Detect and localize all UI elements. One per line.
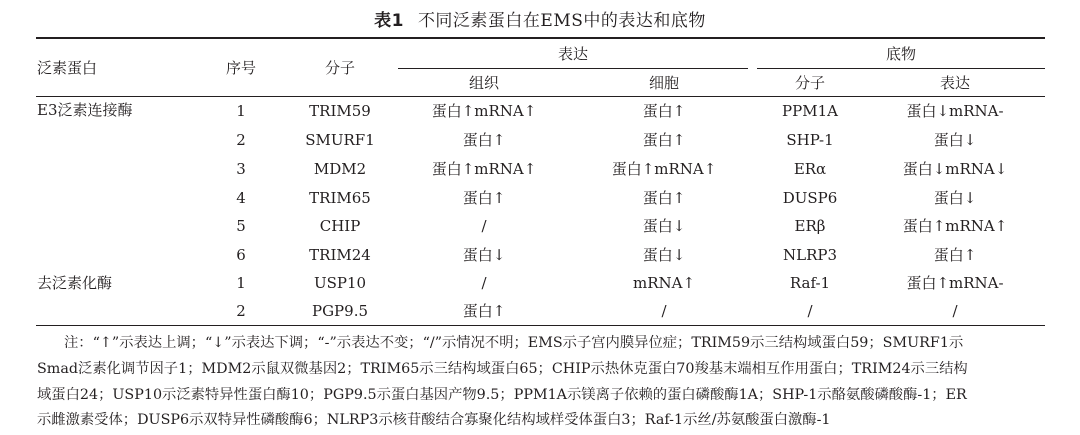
header-bottom-rule [36,96,1045,97]
row-sub-molecule: Raf-1 [789,274,831,292]
row-index: 5 [236,217,246,235]
table-caption: 不同泛素蛋白在EMS中的表达和底物 [417,11,706,31]
row-sub-expression: 蛋白↑ [933,246,977,264]
row-cell: 蛋白↑ [642,131,686,149]
row-sub-molecule: ERβ [794,217,826,235]
row-cell: mRNA↑ [632,274,696,292]
note-line: 域蛋白24；USP10示泛素特异性蛋白酶10；PGP9.5示蛋白基因产物9.5；PPM1A示镁离子依赖的蛋白磷酸酶1A；SHP-1示酪氨酸磷酸酶-1；ER [37,387,967,403]
row-tissue: 蛋白↑ [462,302,506,320]
row-molecule: TRIM24 [309,246,371,264]
row-sub-molecule: DUSP6 [782,189,838,207]
row-sub-molecule: ERα [793,160,827,178]
top-rule [36,37,1045,39]
row-sub-molecule: / [807,302,813,320]
expression-span-rule [398,68,748,69]
row-molecule: CHIP [319,217,361,235]
row-cell: 蛋白↑ [642,102,686,120]
row-sub-molecule: PPM1A [782,102,838,120]
row-cell: 蛋白↓ [642,246,686,264]
group-label-e3: E3泛素连接酶 [37,101,133,119]
row-molecule: TRIM59 [309,102,371,120]
row-sub-expression: 蛋白↓mRNA↓ [902,160,1008,178]
row-index: 6 [236,246,246,264]
row-tissue: 蛋白↑ [462,131,506,149]
substrate-span-rule [757,68,1045,69]
row-sub-molecule: NLRP3 [782,246,838,264]
row-cell: 蛋白↑mRNA↑ [611,160,717,178]
row-index: 1 [236,274,246,292]
header-substrate: 底物 [885,45,917,63]
header-molecule: 分子 [324,59,356,77]
header-protein: 泛素蛋白 [37,59,98,77]
row-sub-expression: 蛋白↑mRNA↑ [902,217,1008,235]
note-line: 注：“↑”示表达上调；“↓”示表达下调；“-”示表达不变；“/”示情况不明；EMS示子宫内膜异位症；TRIM59示三结构域蛋白59；SMURF1示 [64,335,964,351]
header-tissue: 组织 [468,74,500,92]
row-cell: 蛋白↓ [642,217,686,235]
note-line: Smad泛素化调节因子1；MDM2示鼠双微基因2；TRIM65示三结构域蛋白65；CHIP示热休克蛋白70羧基末端相互作用蛋白；TRIM24示三结构 [37,361,968,377]
row-tissue: 蛋白↑mRNA↑ [431,102,537,120]
row-tissue: / [481,274,487,292]
header-cell: 细胞 [648,74,680,92]
row-index: 2 [236,131,246,149]
row-molecule: TRIM65 [309,189,371,207]
row-sub-expression: 蛋白↓ [933,189,977,207]
row-index: 1 [236,102,246,120]
row-tissue: 蛋白↑ [462,189,506,207]
row-cell: 蛋白↑ [642,189,686,207]
row-index: 3 [236,160,246,178]
table-bottom-rule [36,325,1045,326]
row-molecule: SMURF1 [305,131,375,149]
header-sub-expression: 表达 [939,74,971,92]
note-line: 示雌激素受体；DUSP6示双特异性磷酸酶6；NLRP3示核苷酸结合寡聚化结构域样受体蛋白3；Raf-1示丝/苏氨酸蛋白激酶-1 [37,412,831,428]
row-tissue: / [481,217,487,235]
row-molecule: MDM2 [313,160,367,178]
row-sub-molecule: SHP-1 [786,131,834,149]
header-expression: 表达 [557,45,589,63]
row-tissue: 蛋白↑mRNA↑ [431,160,537,178]
row-sub-expression: 蛋白↑mRNA- [906,274,1004,292]
row-sub-expression: / [952,302,958,320]
row-index: 4 [236,189,246,207]
header-sub-molecule: 分子 [794,74,826,92]
row-sub-expression: 蛋白↓ [933,131,977,149]
row-molecule: PGP9.5 [311,302,369,320]
row-molecule: USP10 [313,274,367,292]
row-sub-expression: 蛋白↓mRNA- [906,102,1004,120]
row-cell: / [661,302,667,320]
group-label-dub: 去泛素化酶 [37,274,113,292]
header-index: 序号 [225,59,257,77]
row-index: 2 [236,302,246,320]
row-tissue: 蛋白↓ [462,246,506,264]
table-title [0,6,1080,31]
table-number: 表1 [374,11,404,31]
